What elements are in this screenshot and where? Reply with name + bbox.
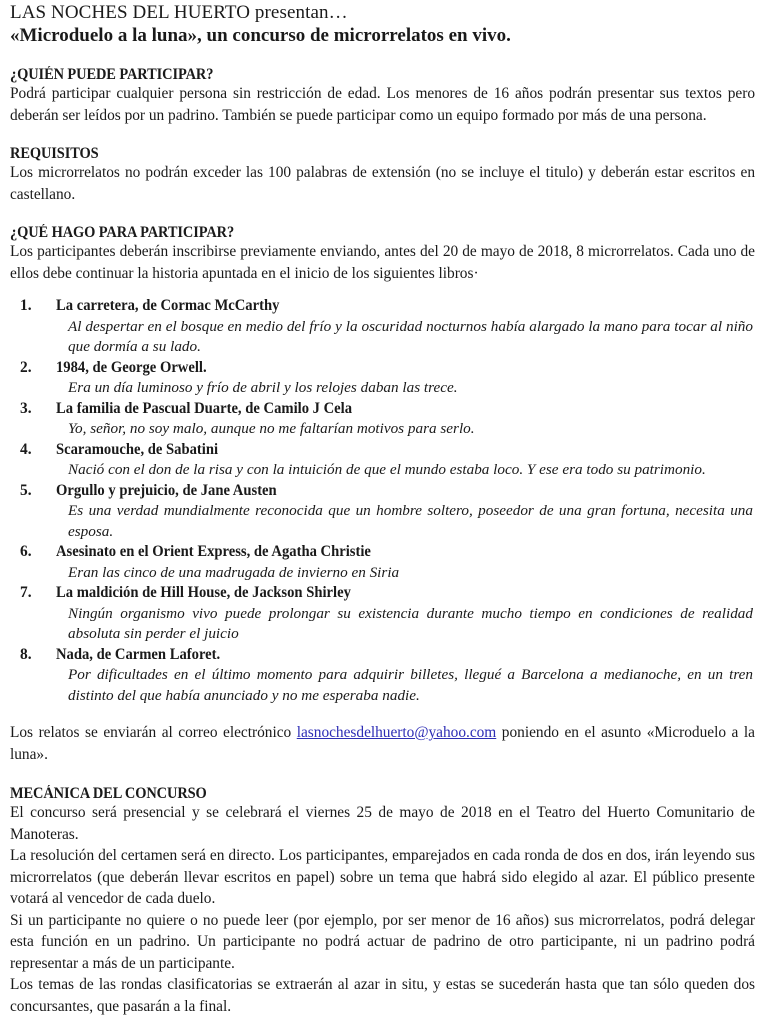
book-title: Nada, de Carmen Laforet. xyxy=(56,645,221,663)
spacer xyxy=(10,47,755,66)
book-list-item xyxy=(20,481,755,543)
book-opening-quote: Era un día luminoso y frío de abril y los relojes daban las trece. xyxy=(68,379,458,396)
book-opening-quote: Es una verdad mundialmente reconocida que un hombre soltero, poseedor de una gran fortuna, necesita una esposa. xyxy=(68,502,753,540)
section-body-mecanica-del-concurso xyxy=(10,802,755,1017)
mecanica-paragraph: El concurso será presencial y se celebrará el viernes 25 de mayo de 2018 en el Teatro del Huerto Comunitario de Manoteras. xyxy=(10,804,755,843)
book-list-item xyxy=(20,583,755,645)
email-link[interactable]: lasnochesdelhuerto@yahoo.com xyxy=(296,724,497,741)
submission-paragraph xyxy=(10,722,755,765)
book-list-item xyxy=(20,440,755,481)
book-opening-quote: Yo, señor, no soy malo, aunque no me faltarían motivos para serlo. xyxy=(68,420,475,437)
book-number: 6. xyxy=(20,543,32,560)
book-title: Scaramouche, de Sabatini xyxy=(56,440,219,458)
book-list-item xyxy=(20,296,755,358)
book-list-item xyxy=(20,399,755,440)
section-body-quien-puede-participar: Podrá participar cualquier persona sin restricción de edad. Los menores de 16 años podrán presentar sus textos pero deberán ser leídos por un padrino. También se puede participar como un equipo formado por más de una persona. xyxy=(10,85,755,124)
book-number: 8. xyxy=(20,645,32,663)
book-title: La carretera, de Cormac McCarthy xyxy=(56,297,280,314)
document-title-line-2: «Microduelo a la luna», un concurso de microrrelatos en vivo. xyxy=(10,25,511,46)
book-number: 2. xyxy=(20,358,32,376)
book-title: La maldición de Hill House, de Jackson Shirley xyxy=(56,584,351,601)
mecanica-paragraph: Los temas de las rondas clasificatorias se extraerán al azar in situ, y estas se sucederán hasta que tan sólo queden dos concursantes, que pasarán a la final. xyxy=(10,976,755,1015)
spacer xyxy=(10,284,755,296)
book-title: Asesinato en el Orient Express, de Agatha Christie xyxy=(56,543,371,560)
book-title: La familia de Pascual Duarte, de Camilo J Cela xyxy=(56,399,353,417)
submission-text-after: poniendo en el asunto «Microduelo a la luna». xyxy=(10,724,755,763)
spacer xyxy=(10,205,755,224)
book-list-item xyxy=(20,542,755,583)
book-list-item xyxy=(20,358,755,399)
section-body-que-hago-para-participar: Los participantes deberán inscribirse previamente enviando, antes del 20 de mayo de 2018, 8 microrrelatos. Cada uno de ellos debe continuar la historia apuntada en el inicio de los siguientes libros· xyxy=(10,243,755,282)
book-opening-quote: Al despertar en el bosque en medio del frío y la oscuridad nocturnos había alargado la mano para tocar al niño que dormía a su lado. xyxy=(68,317,753,355)
book-number: 4. xyxy=(20,440,32,458)
book-opening-quote: Ningún organismo vivo puede prolongar su existencia durante mucho tiempo en condiciones de realidad absoluta sin perder el juicio xyxy=(68,604,753,642)
books-list xyxy=(10,296,755,706)
section-heading-quien-puede-participar: ¿QUIÉN PUEDE PARTICIPAR? xyxy=(10,66,214,83)
mecanica-paragraph: Si un participante no quiere o no puede leer (por ejemplo, por ser menor de 16 años) sus microrrelatos, podrá delegar esta función en un padrino. Un participante no podrá actuar de padrino de otro participante, ni un padrino podrá representar a más de un participante. xyxy=(10,911,755,972)
submission-text-before: Los relatos se enviarán al correo electrónico xyxy=(10,724,297,741)
spacer xyxy=(10,765,755,785)
book-title: Orgullo y prejuicio, de Jane Austen xyxy=(56,481,277,499)
spacer xyxy=(10,126,755,145)
book-title: 1984, de George Orwell. xyxy=(56,358,207,376)
book-opening-quote: Nació con el don de la risa y con la intuición de que el mundo estaba loco. Y ese era todo su patrimonio. xyxy=(68,461,706,478)
section-heading-mecanica-del-concurso: MECÁNICA DEL CONCURSO xyxy=(10,785,207,802)
book-number: 7. xyxy=(20,584,32,601)
book-opening-quote: Eran las cinco de una madrugada de invierno en Siria xyxy=(68,563,400,581)
mecanica-paragraph: La resolución del certamen será en directo. Los participantes, emparejados en cada ronda de dos en dos, irán leyendo sus microrrelatos (que deberán llevar escritos en papel) sobre un tema que habrá sido elegido al azar. El público presente votará al vencedor de cada duelo. xyxy=(10,847,755,907)
book-number: 5. xyxy=(20,481,32,499)
section-heading-que-hago-para-participar: ¿QUÉ HAGO PARA PARTICIPAR? xyxy=(10,224,235,241)
section-heading-requisitos: REQUISITOS xyxy=(10,145,99,162)
book-list-item xyxy=(20,645,755,707)
book-number: 1. xyxy=(20,297,32,314)
book-number: 3. xyxy=(20,399,32,417)
book-opening-quote: Por dificultades en el último momento para adquirir billetes, llegué a Barcelona a medianoche, en un tren distinto del que había anunciado y no me esperaba nadie. xyxy=(68,666,753,704)
document-title-line-1: LAS NOCHES DEL HUERTO presentan… xyxy=(10,2,348,23)
spacer xyxy=(10,706,755,722)
section-body-requisitos: Los microrrelatos no podrán exceder las 100 palabras de extensión (no se incluye el titulo) y deberán estar escritos en castellano. xyxy=(10,164,755,203)
